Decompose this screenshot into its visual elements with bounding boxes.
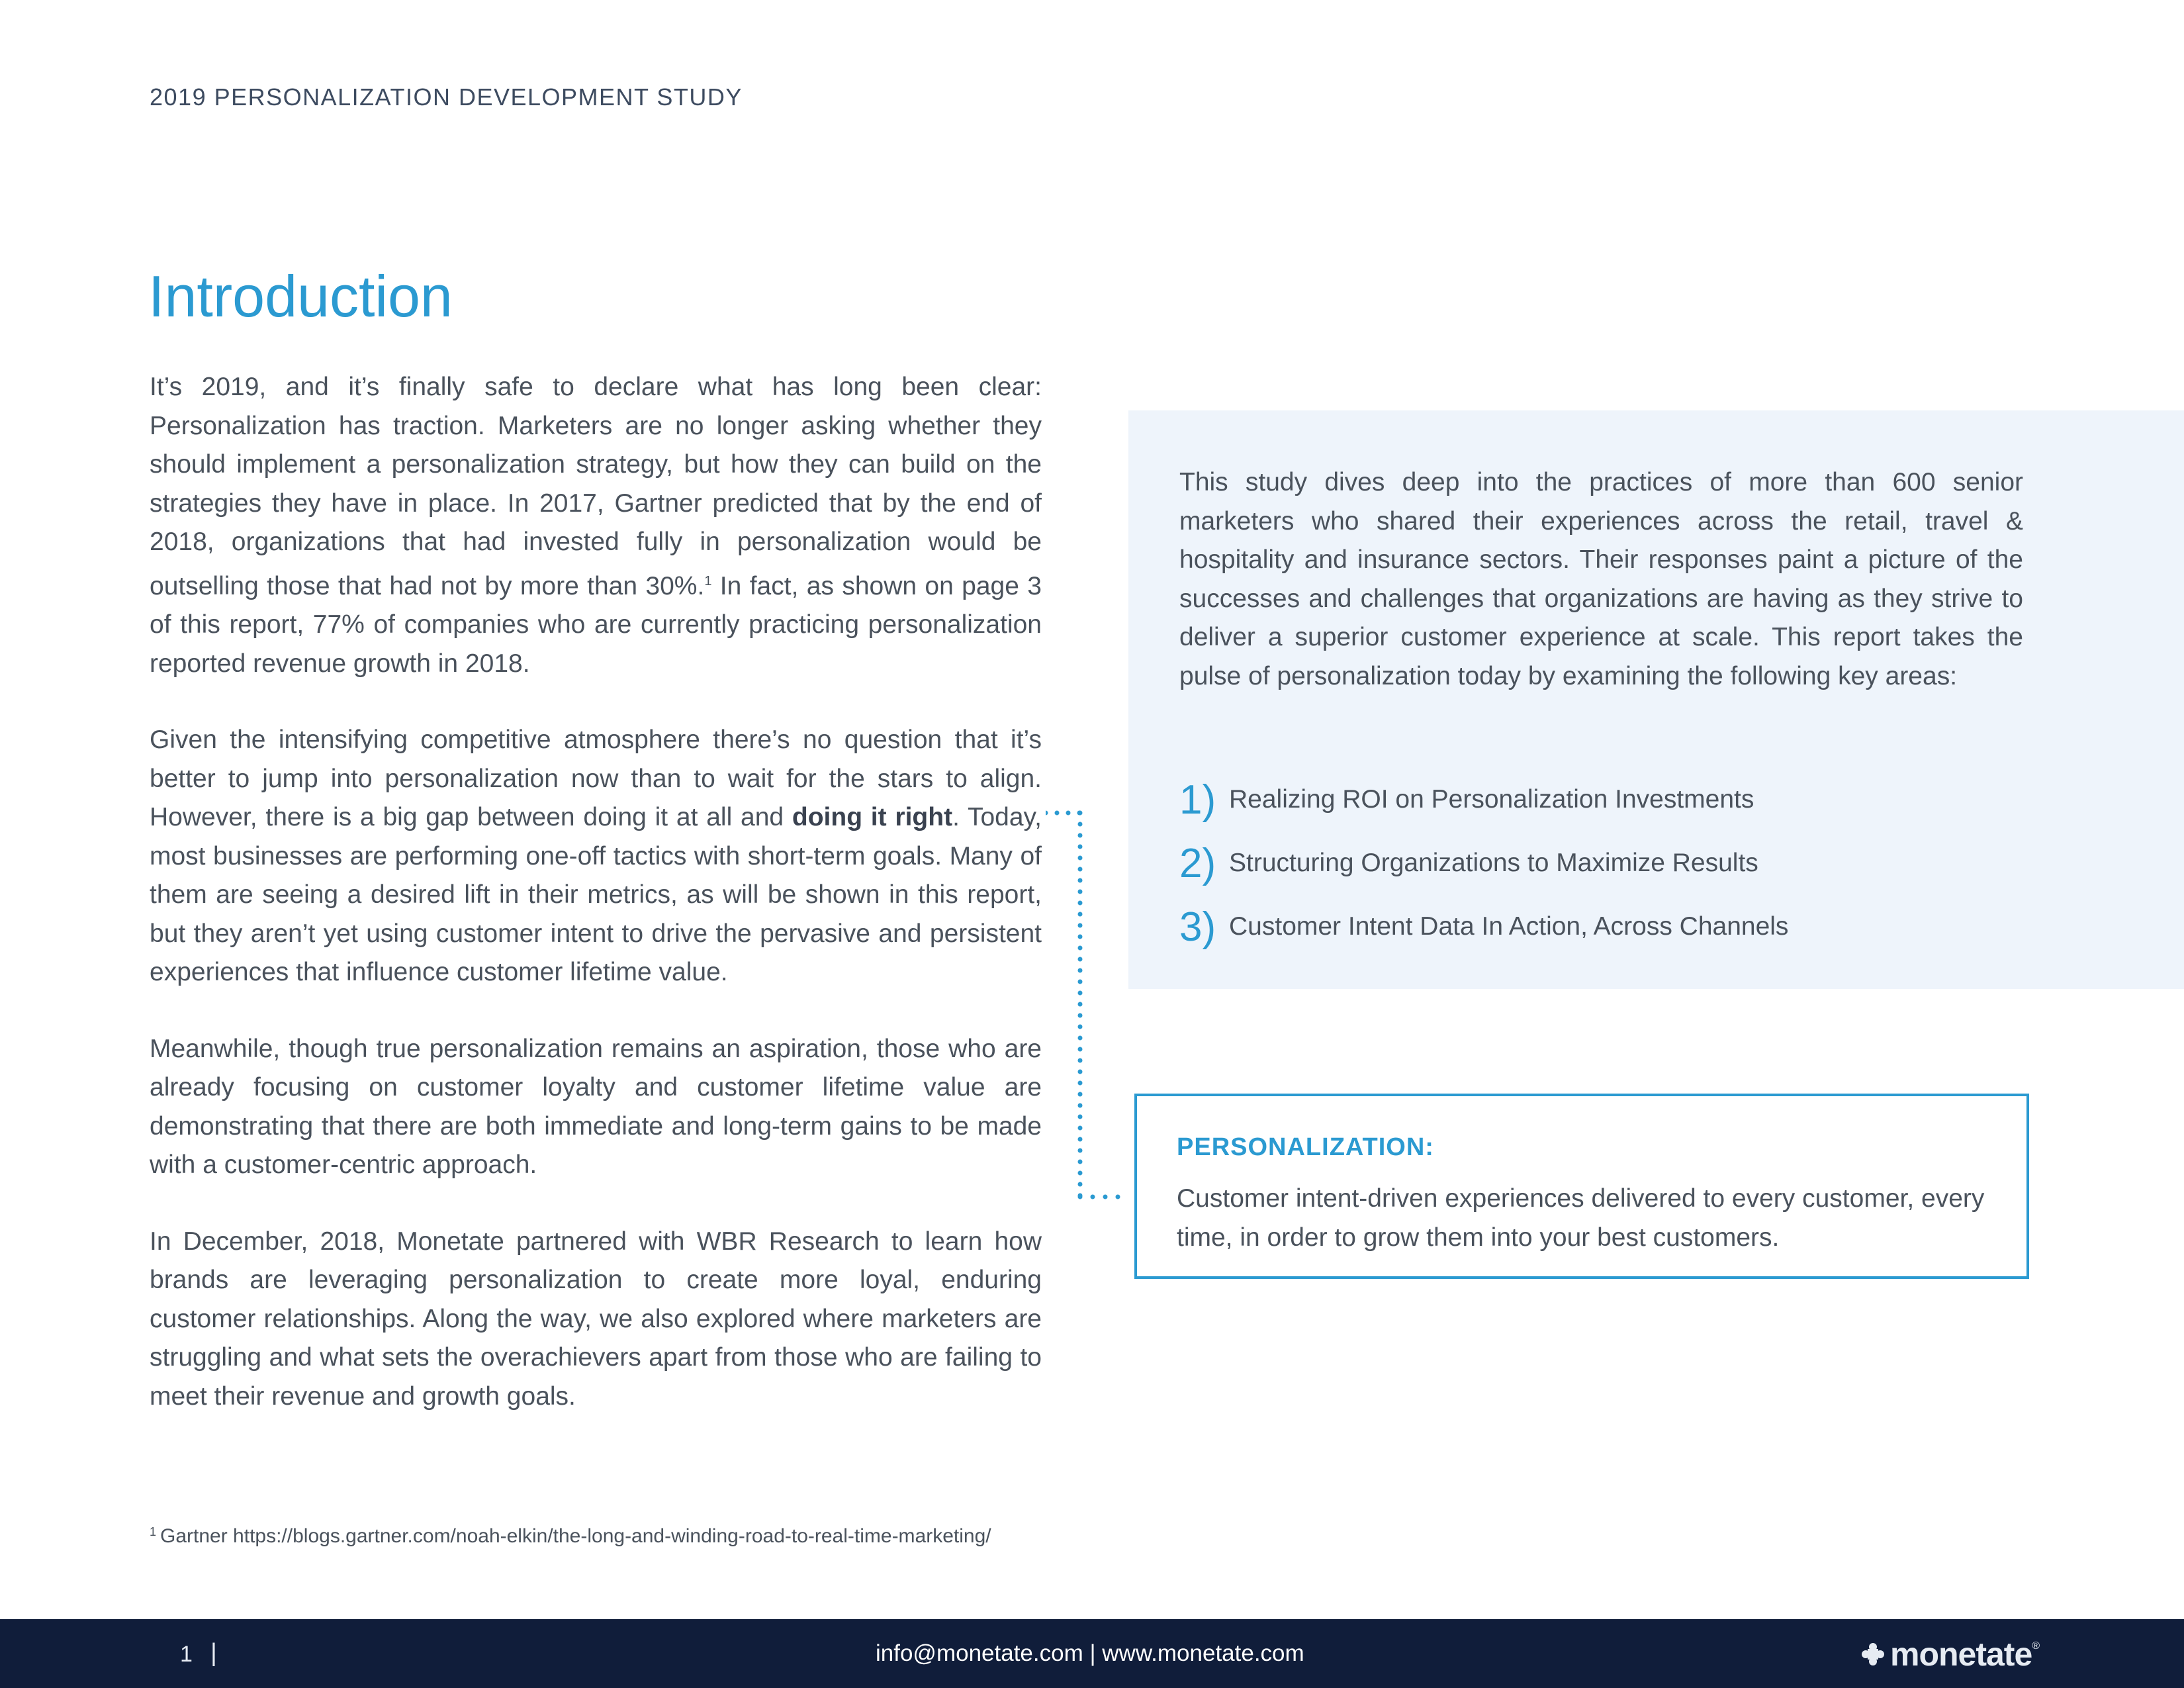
definition-term: PERSONALIZATION:: [1177, 1133, 1434, 1161]
footer-bar: [0, 1619, 2184, 1688]
study-title: 2019 PERSONALIZATION DEVELOPMENT STUDY: [150, 83, 743, 111]
intro-paragraph-4: In December, 2018, Monetate partnered with WBR Research to learn how brands are leveraging personalization to create more loyal, enduring customer relationships. Along the way, we also explored where marketers are struggling and what sets the overachievers apart from those who are failing to meet their revenue and growth goals.: [150, 1227, 1042, 1411]
p2-text-a: Given the intensifying competitive atmosphere there’s no question that it’s better to jump into personalization now than to wait for the stars to align. However, there is a big gap between doing it at all and: [150, 726, 1042, 831]
dotted-connector: [1046, 794, 1132, 1205]
footnote-text[interactable]: Gartner https://blogs.gartner.com/noah-elkin/the-long-and-winding-road-to-real-time-marketing/: [160, 1525, 991, 1547]
logo-wordmark: monetate: [1890, 1636, 2032, 1673]
contact-links[interactable]: info@monetate.com | www.monetate.com: [876, 1640, 1304, 1666]
p2-text-b: . Today, most businesses are performing one-off tactics with short-term goals. Many of them are seeing a desired lift in their metrics, as will be shown in this report, but they aren’t yet using customer intent to drive the pervasive and persistent experiences that influence customer lifetime value.: [150, 803, 1042, 986]
page-title: Introduction: [148, 263, 453, 329]
key-area-number: 2): [1179, 840, 1216, 886]
key-area-label: Realizing ROI on Personalization Investments: [1229, 785, 1754, 814]
definition-text: Customer intent-driven experiences delivered to every customer, every time, in order to grow them into your best customers.: [1177, 1184, 1985, 1252]
key-area-label: Customer Intent Data In Action, Across Channels: [1229, 912, 1789, 941]
logo-registered-mark: ®: [2032, 1640, 2040, 1652]
key-area-item-2: [1179, 831, 1788, 895]
definition-box: [1134, 1094, 2029, 1279]
intro-paragraph-1: [150, 368, 1042, 683]
page-separator: |: [210, 1639, 217, 1667]
key-area-label: Structuring Organizations to Maximize Results: [1229, 849, 1758, 877]
footnote-ref[interactable]: 1: [704, 573, 712, 588]
footnote-marker: 1: [150, 1525, 157, 1538]
key-areas-panel: [1128, 410, 2184, 989]
intro-paragraph-2: [150, 721, 1042, 992]
monetate-logo: [1861, 1635, 2040, 1673]
panel-description: This study dives deep into the practices of more than 600 senior marketers who shared their experiences across the retail, travel & hospitality and insurance sectors. Their responses paint a picture of the successes and challenges that organizations are having as they strive to deliver a superior customer experience at scale. This report takes the pulse of personalization today by examining the following key areas:: [1179, 468, 2023, 690]
intro-paragraph-3: Meanwhile, though true personalization remains an aspiration, those who are already focusing on customer loyalty and customer lifetime value are demonstrating that there are both immediate and long-term gains to be made with a customer-centric approach.: [150, 1034, 1042, 1179]
p1-text-b: In fact, as shown on page 3 of this report, 77% of companies who are currently practicing personalization reported revenue growth in 2018.: [150, 571, 1042, 678]
p2-emphasis: doing it right: [792, 803, 953, 831]
key-areas-list: [1179, 768, 1788, 959]
key-area-item-1: [1179, 768, 1788, 831]
intro-body: [150, 368, 1042, 1454]
page-number: 1: [180, 1642, 193, 1667]
p1-text-a: It’s 2019, and it’s finally safe to declare what has long been clear: Personalization has traction. Marketers are no longer asking whether they should implement a personalization strategy, but how they can build on the strategies they have in place. In 2017, Gartner predicted that by the end of 2018, organizations that had invested fully in personalization would be outselling those that had not by more than 30%.: [150, 373, 1042, 600]
key-area-number: 1): [1179, 776, 1216, 823]
key-area-number: 3): [1179, 904, 1216, 950]
key-area-item-3: [1179, 895, 1788, 959]
logo-puzzle-icon: [1861, 1642, 1885, 1666]
footnote: [150, 1525, 991, 1548]
